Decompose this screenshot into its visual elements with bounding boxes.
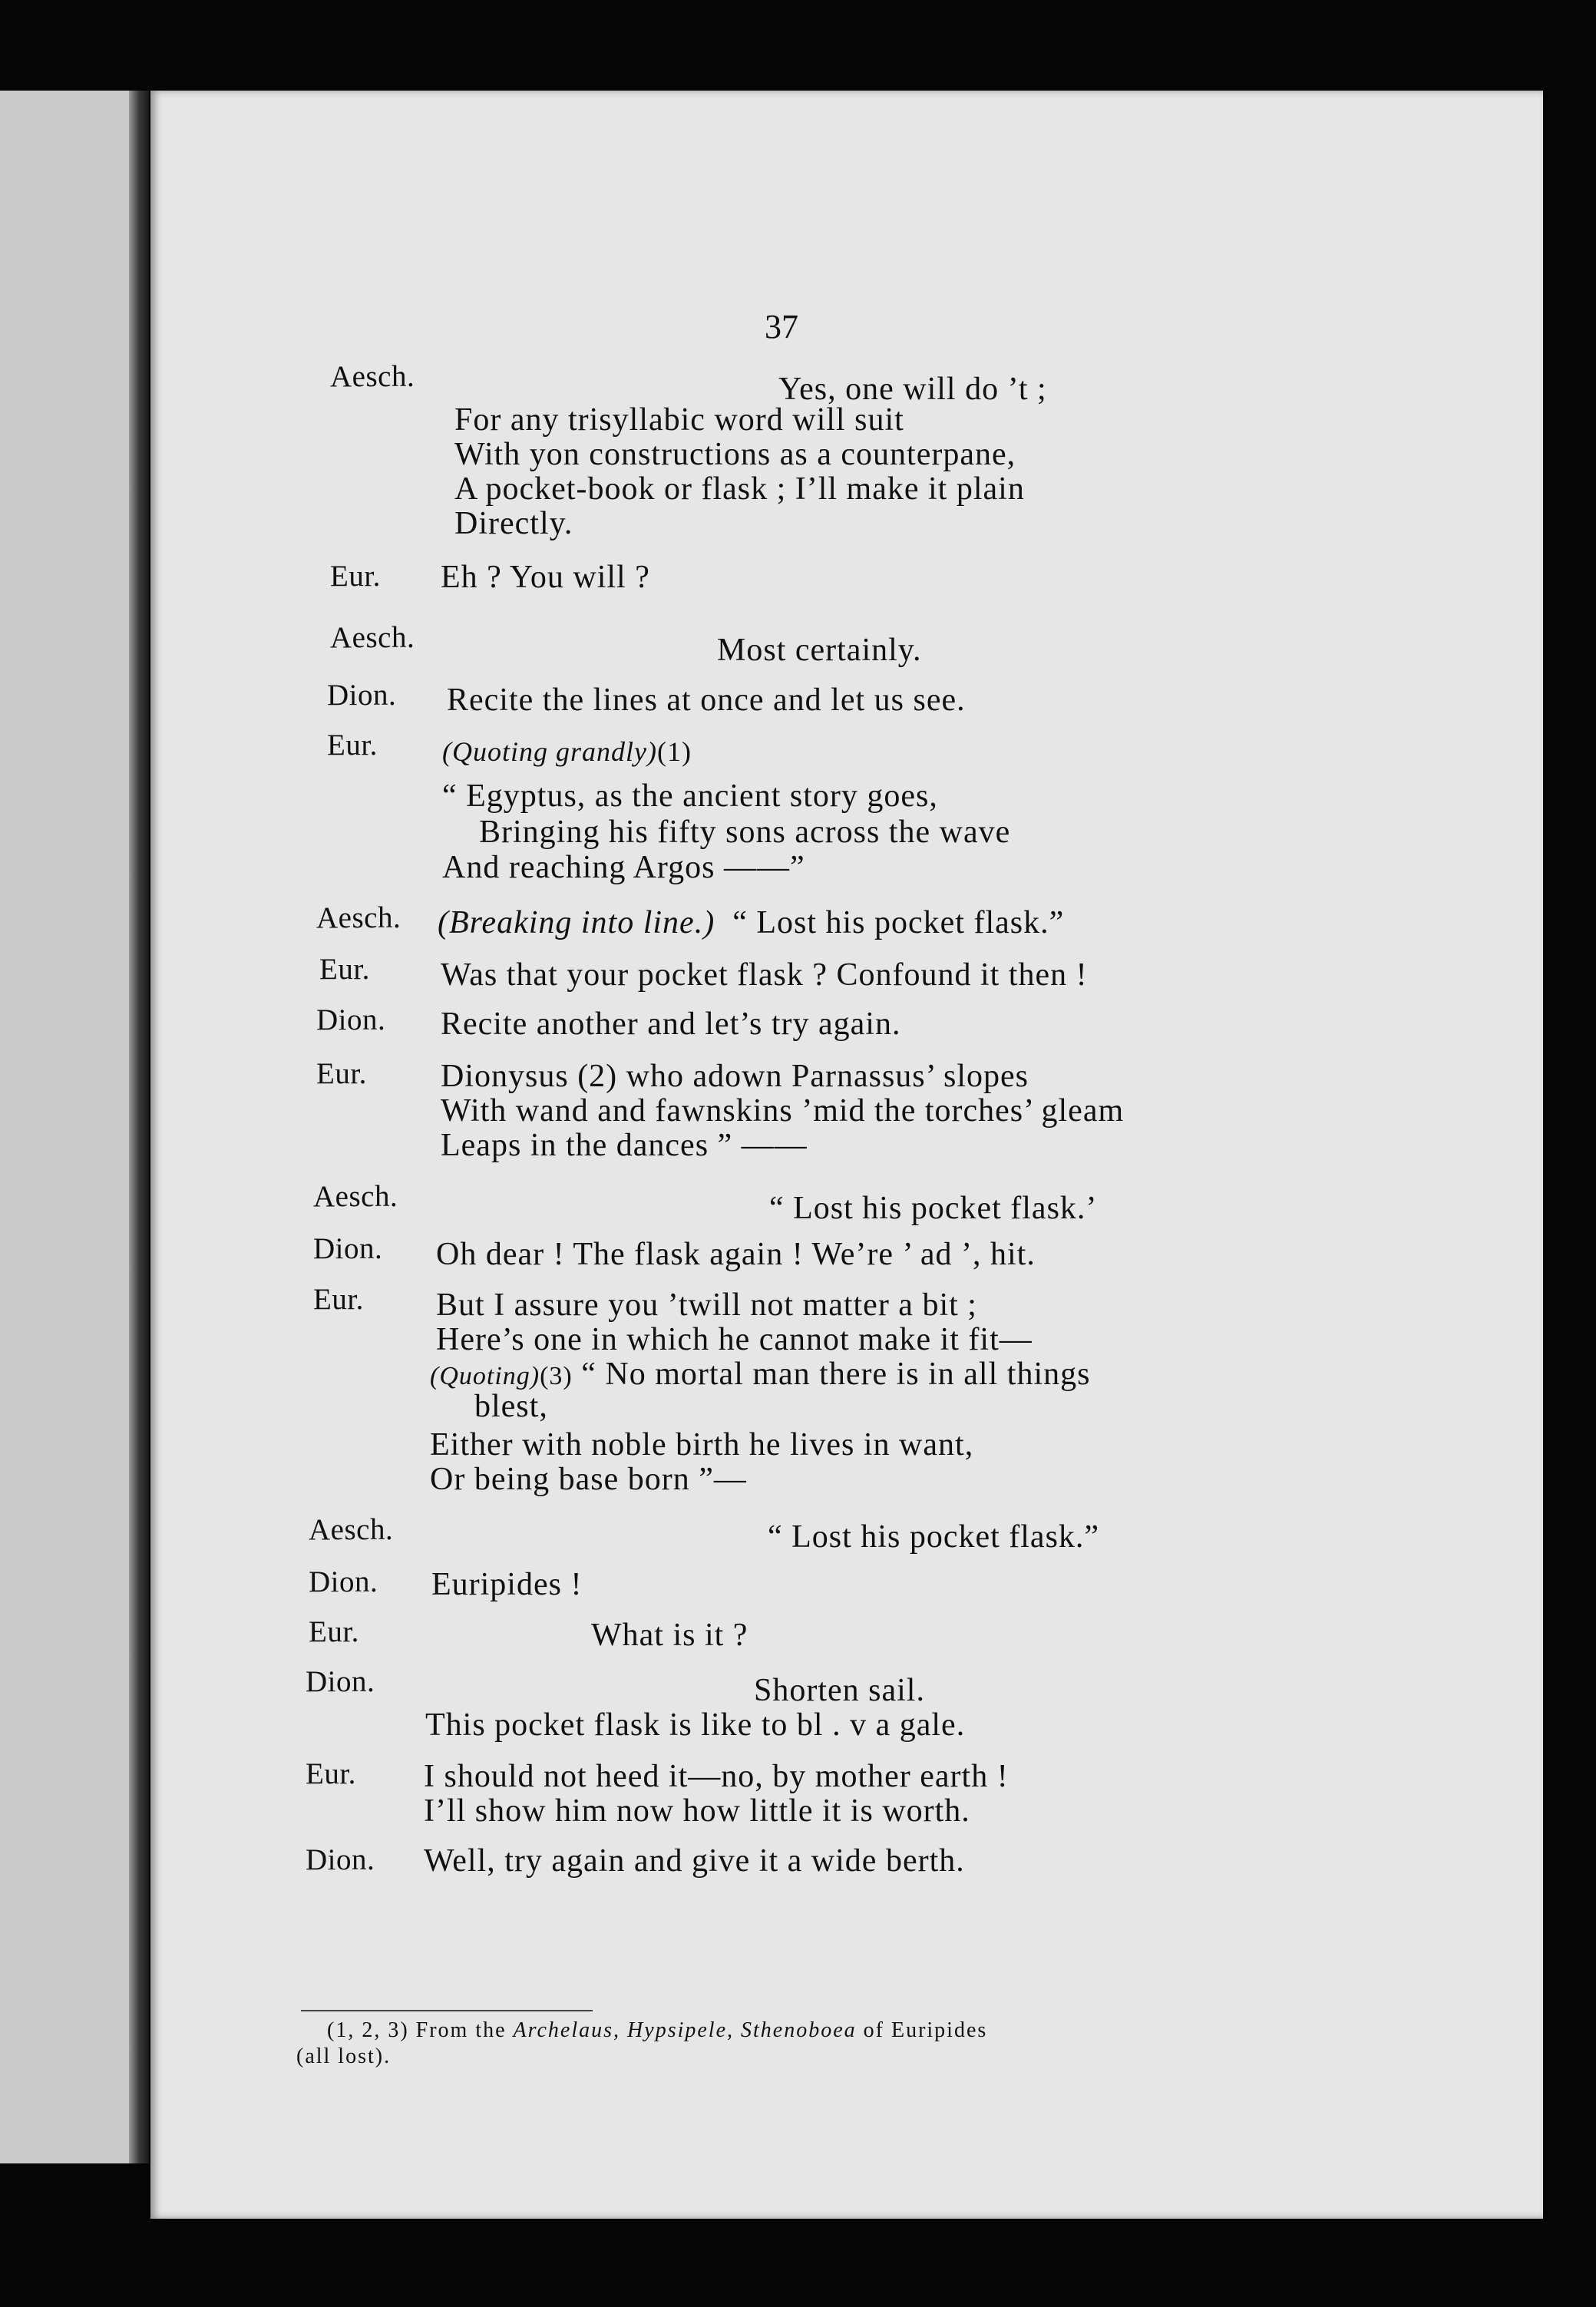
stage-direction: (Breaking into line.) [438,905,715,940]
verse-line: But I assure you ’twill not matter a bit ; [436,1287,977,1323]
speaker-label: Eur. [309,1615,359,1648]
verse-line: Dionysus (2) who adown Parnassus’ slopes [441,1059,1029,1094]
page-number: 37 [765,308,798,345]
speaker-label: Eur. [319,953,370,986]
verse-line: Bringing his fifty sons across the wave [479,815,1011,850]
verse-line: I’ll show him now how little it is worth. [424,1793,970,1829]
footnote: (1, 2, 3) From the Archelaus, Hypsipele, Sthenoboea of Euripides (all lost). [296,2018,1371,2070]
verse-line: (Breaking into line.) “ Lost his pocket flask.” [438,905,1065,940]
speaker-label: Aesch. [330,360,415,393]
speaker-label: Eur. [313,1283,364,1316]
speaker-label: Dion. [309,1565,378,1598]
speaker-label: Dion. [327,679,397,712]
verse-line: blest, [474,1389,548,1424]
speaker-label: Aesch. [309,1513,394,1546]
verse-line: Was that your pocket flask ? Confound it then ! [441,957,1088,993]
verse-line: (Quoting)(3) “ No mortal man there is in all things [430,1357,1091,1392]
speaker-label: Eur. [327,729,378,762]
stage-direction-line [442,735,692,768]
footnote-ref: (3) [540,1362,573,1390]
speaker-label: Dion. [306,1843,375,1876]
play-titles: Archelaus, Hypsipele, Sthenoboea [513,2018,857,2042]
verse-line: Eh ? You will ? [441,560,650,595]
verse-line: Directly. [454,506,573,541]
verse-line: Or being base born ”— [430,1462,747,1497]
verse-line: With yon constructions as a counterpane, [454,437,1016,472]
speaker-label: Eur. [316,1057,367,1090]
verse-line: “ Egyptus, as the ancient story goes, [442,778,938,814]
verse-line: Yes, one will do ’t ; [778,372,1047,407]
speaker-label: Aesch. [330,621,415,654]
speaker-label: Dion. [313,1232,383,1265]
verse-line: Here’s one in which he cannot make it fit— [436,1322,1033,1357]
footnote-tail: (all lost). [296,2044,392,2068]
speaker-label: Aesch. [313,1180,398,1213]
verse-line: Recite the lines at once and let us see. [447,683,966,718]
verse-line: Either with noble birth he lives in want, [430,1427,974,1463]
verse-line: “ Lost his pocket flask.’ [769,1191,1098,1226]
verse-line: Euripides ! [431,1567,583,1602]
stage-direction: (Quoting) [430,1362,540,1390]
book-page [150,91,1543,2219]
verse-line: What is it ? [591,1618,748,1653]
stage-direction: (Quoting grandly) [442,736,657,767]
left-page-edge [0,91,146,2163]
verse-line: This pocket flask is like to bl . v a gale. [425,1707,966,1743]
footnote-marker: (1, 2, 3) [327,2018,409,2042]
footnote-rule [301,2010,593,2011]
verse-line: “ Lost his pocket flask.” [768,1519,1100,1555]
book-spine-shadow [129,91,149,2163]
verse-line: For any trisyllabic word will suit [454,402,904,438]
speaker-label: Eur. [306,1757,356,1790]
speaker-label: Eur. [330,560,381,593]
verse-line: Shorten sail. [754,1673,925,1708]
speaker-label: Aesch. [316,901,401,934]
verse-line: I should not heed it—no, by mother earth ! [424,1759,1009,1794]
verse-line: Well, try again and give it a wide berth. [424,1843,965,1879]
verse-line: Most certainly. [717,633,922,668]
verse-line: And reaching Argos ——” [442,850,805,885]
speaker-label: Dion. [306,1665,375,1698]
verse-line: With wand and fawnskins ’mid the torches’ gleam [441,1093,1125,1129]
verse-line: A pocket-book or flask ; I’ll make it plain [454,471,1025,507]
footnote-ref: (1) [656,736,692,767]
verse-line: Oh dear ! The flask again ! We’re ’ ad ’, hit. [436,1237,1036,1272]
speaker-label: Dion. [316,1003,386,1036]
verse-line: Leaps in the dances ” —— [441,1128,808,1163]
verse-line: Recite another and let’s try again. [441,1006,901,1042]
